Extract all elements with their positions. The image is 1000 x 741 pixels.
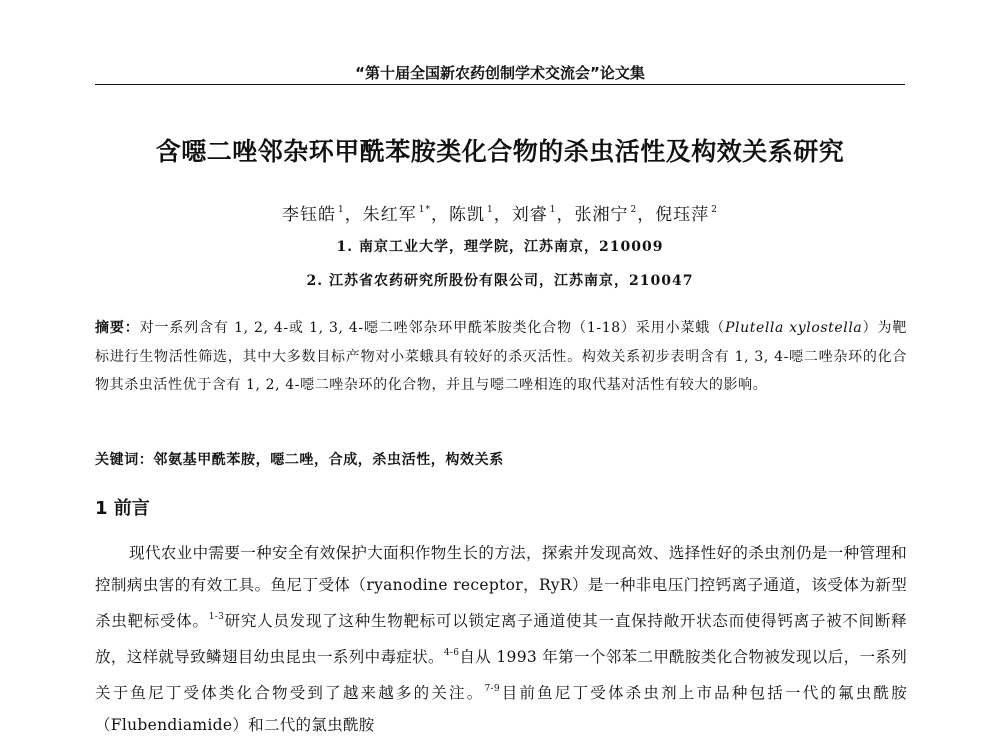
affiliation-2: 2. 江苏省农药研究所股份有限公司，江苏南京，210047 xyxy=(306,273,694,289)
author-separator: ， xyxy=(637,205,656,225)
author-name: 张湘宁 xyxy=(574,205,629,225)
abstract xyxy=(95,314,907,400)
author-affiliation-mark: 2 xyxy=(711,205,718,215)
author-name: 李钰皓 xyxy=(282,205,337,225)
body-paragraph xyxy=(95,537,907,741)
author-affiliation-mark: 1 xyxy=(487,205,494,215)
body-text: 自从 1993 年第一个邻苯二甲酰胺类化合物被发现以后，一系列关于鱼尼丁受体类化合物受到了越来越多的关注。 xyxy=(95,648,907,702)
keywords xyxy=(95,449,907,469)
author-separator: ， xyxy=(556,205,575,225)
body-text: 现代农业中需要一种安全有效保护大面积作物生长的方法，探索并发现高效、选择性好的杀虫剂仍是一种管理和控制病虫害的有效工具。鱼尼丁受体（ryanodine receptor，RyR）是一种非电压门控钙离子通道，该受体为新型杀虫靶标受体。 xyxy=(95,544,907,630)
citation-ref: 4-6 xyxy=(443,648,460,658)
author-separator: ， xyxy=(493,205,512,225)
citation-ref: 1-3 xyxy=(208,612,225,622)
author-affiliation-mark: 2 xyxy=(630,205,638,215)
body-text: 目前鱼尼丁受体杀虫剂上市品种包括一代的氟虫酰胺（Flubendiamide）和二代的氯虫酰胺 xyxy=(95,684,908,734)
author-affiliation-mark: 1* xyxy=(418,205,432,215)
abstract-text: ）为靶标进行生物活性筛选，其中大多数目标产物对小菜蛾具有较好的杀灭活性。构效关系初步表明含有 1, 3, 4-噁二唑杂环的化合物其杀虫活性优于含有 1, 2, 4-噁二唑杂环的化合物，并且与噁二唑相连的取代基对活性有较大的影响。 xyxy=(95,320,907,393)
abstract-label: 摘要： xyxy=(95,320,140,336)
author-name: 刘睿 xyxy=(511,205,548,225)
author-separator: ， xyxy=(431,205,450,225)
citation-ref: 7-9 xyxy=(484,684,500,694)
paper-title: 含噁二唑邻杂环甲酰苯胺类化合物的杀虫活性及构效关系研究 xyxy=(155,137,845,166)
author-name: 陈凯 xyxy=(449,205,486,225)
abstract-text: 对一系列含有 1, 2, 4-或 1, 3, 4-噁二唑邻杂环甲酰苯胺类化合物（1-18）采用小菜蛾（ xyxy=(139,320,726,336)
body-text: 研究人员发现了这种生物靶标可以锁定离子通道使其一直保持敞开状态而使得钙离子被不间断释放，这样就导致鳞翅目幼虫昆虫一系列中毒症状。 xyxy=(95,612,907,666)
author-name: 朱红军 xyxy=(362,205,417,225)
author-separator: ， xyxy=(344,205,363,225)
running-header: “第十届全国新农药创制学术交流会”论文集 xyxy=(355,64,645,82)
header-rule xyxy=(95,84,905,85)
keywords-text: 邻氨基甲酰苯胺，噁二唑，合成，杀虫活性，构效关系 xyxy=(153,452,504,468)
keywords-label: 关键词： xyxy=(95,452,154,468)
author-list xyxy=(95,200,905,225)
author-affiliation-mark: 1 xyxy=(549,205,557,215)
species-name: Plutella xylostella xyxy=(725,320,863,336)
affiliation-1: 1. 南京工业大学，理学院，江苏南京，210009 xyxy=(336,239,664,255)
section-heading: 1 前言 xyxy=(95,498,150,519)
author-affiliation-mark: 1 xyxy=(338,205,345,215)
author-name: 倪珏萍 xyxy=(655,205,710,225)
